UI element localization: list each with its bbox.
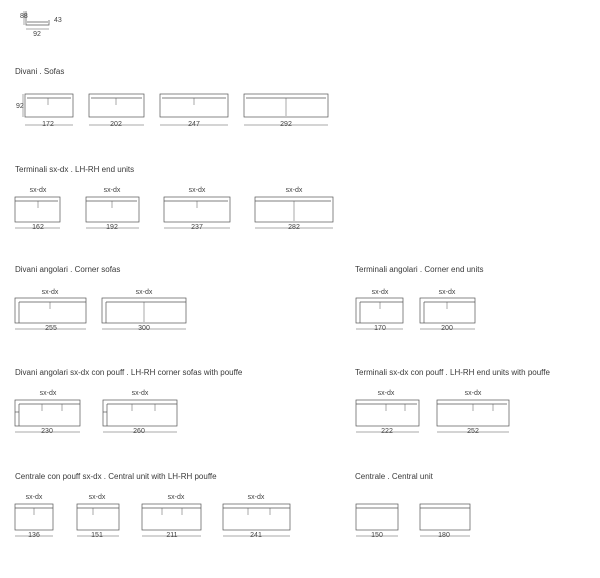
end-pouffe-222-drawing	[356, 400, 419, 426]
central-150-drawing	[356, 504, 398, 530]
sofa-292-width-label: 292	[280, 121, 292, 128]
sofa-202-drawing	[89, 94, 144, 117]
sofa-247-drawing	[160, 94, 228, 117]
corner-end-200-drawing	[420, 298, 475, 323]
section-title-sofas: Divani . Sofas	[15, 67, 65, 76]
central-pouffe-241-drawing	[223, 504, 290, 530]
central-pouffe-151-width-label: 151	[91, 532, 103, 539]
section-title-corner-sofas-pouffe: Divani angolari sx-dx con pouff . LH-RH corner sofas with pouffe	[15, 368, 243, 377]
central-pouffe-side-label: sx-dx	[88, 494, 106, 501]
section-title-central-pouffe: Centrale con pouff sx-dx . Central unit with LH-RH pouffe	[15, 472, 217, 481]
end-unit-192-width-label: 192	[106, 224, 118, 231]
end-pouffe-side-label: sx-dx	[377, 390, 395, 397]
central-pouffe-side-label: sx-dx	[247, 494, 265, 501]
end-pouffe-252-drawing	[437, 400, 509, 426]
end-unit-side-label: sx-dx	[29, 187, 47, 194]
corner-sofa-300-drawing	[102, 298, 186, 323]
end-unit-side-label: sx-dx	[285, 187, 303, 194]
end-unit-side-label: sx-dx	[188, 187, 206, 194]
profile-height-label: 88	[20, 13, 28, 20]
profile-depth-label: 92	[33, 31, 41, 38]
corner-end-side-label: sx-dx	[438, 289, 456, 296]
corner-end-200-width-label: 200	[441, 325, 453, 332]
sofas-height-label: 92	[16, 103, 24, 110]
central-pouffe-211-drawing	[142, 504, 201, 530]
sofa-247-width-label: 247	[188, 121, 200, 128]
corner-sofa-255-drawing	[15, 298, 86, 323]
section-title-corner-sofas: Divani angolari . Corner sofas	[15, 265, 121, 274]
central-180-drawing	[420, 504, 470, 530]
section-title-corner-end-units: Terminali angolari . Corner end units	[355, 265, 484, 274]
end-unit-162-width-label: 162	[32, 224, 44, 231]
central-pouffe-241-width-label: 241	[250, 532, 262, 539]
corner-end-side-label: sx-dx	[371, 289, 389, 296]
end-pouffe-252-width-label: 252	[467, 428, 479, 435]
sofa-side-profile	[24, 11, 49, 29]
end-unit-237-drawing	[164, 197, 230, 222]
central-pouffe-side-label: sx-dx	[167, 494, 185, 501]
corner-pouffe-230-drawing	[15, 400, 80, 426]
central-pouffe-136-drawing	[15, 504, 53, 530]
section-title-end-units: Terminali sx-dx . LH-RH end units	[15, 165, 135, 174]
central-pouffe-211-width-label: 211	[166, 532, 178, 539]
sofa-172-drawing	[25, 94, 73, 117]
corner-pouffe-side-label: sx-dx	[39, 390, 57, 397]
end-unit-162-drawing	[15, 197, 60, 222]
central-pouffe-side-label: sx-dx	[25, 494, 43, 501]
sofa-202-width-label: 202	[110, 121, 122, 128]
end-unit-282-drawing	[255, 197, 333, 222]
central-180-width-label: 180	[438, 532, 450, 539]
central-pouffe-136-width-label: 136	[28, 532, 40, 539]
corner-pouffe-230-width-label: 230	[41, 428, 53, 435]
corner-pouffe-260-drawing	[103, 400, 177, 426]
corner-pouffe-side-label: sx-dx	[131, 390, 149, 397]
corner-sofa-255-width-label: 255	[45, 325, 57, 332]
end-pouffe-side-label: sx-dx	[464, 390, 482, 397]
section-title-central: Centrale . Central unit	[355, 472, 433, 481]
corner-pouffe-260-width-label: 260	[133, 428, 145, 435]
sofa-172-width-label: 172	[42, 121, 54, 128]
corner-end-170-width-label: 170	[374, 325, 386, 332]
section-title-end-units-pouffe: Terminali sx-dx con pouff . LH-RH end units with pouffe	[355, 368, 550, 377]
central-pouffe-151-drawing	[77, 504, 119, 530]
end-unit-282-width-label: 282	[288, 224, 300, 231]
end-pouffe-222-width-label: 222	[381, 428, 393, 435]
end-unit-237-width-label: 237	[191, 224, 203, 231]
corner-sofa-300-width-label: 300	[138, 325, 150, 332]
corner-sofa-side-label: sx-dx	[41, 289, 59, 296]
end-unit-side-label: sx-dx	[103, 187, 121, 194]
sofa-292-drawing	[244, 94, 328, 117]
corner-sofa-side-label: sx-dx	[135, 289, 153, 296]
profile-seat-height-label: 43	[54, 17, 62, 24]
end-unit-192-drawing	[86, 197, 139, 222]
corner-end-170-drawing	[356, 298, 403, 323]
central-150-width-label: 150	[371, 532, 383, 539]
